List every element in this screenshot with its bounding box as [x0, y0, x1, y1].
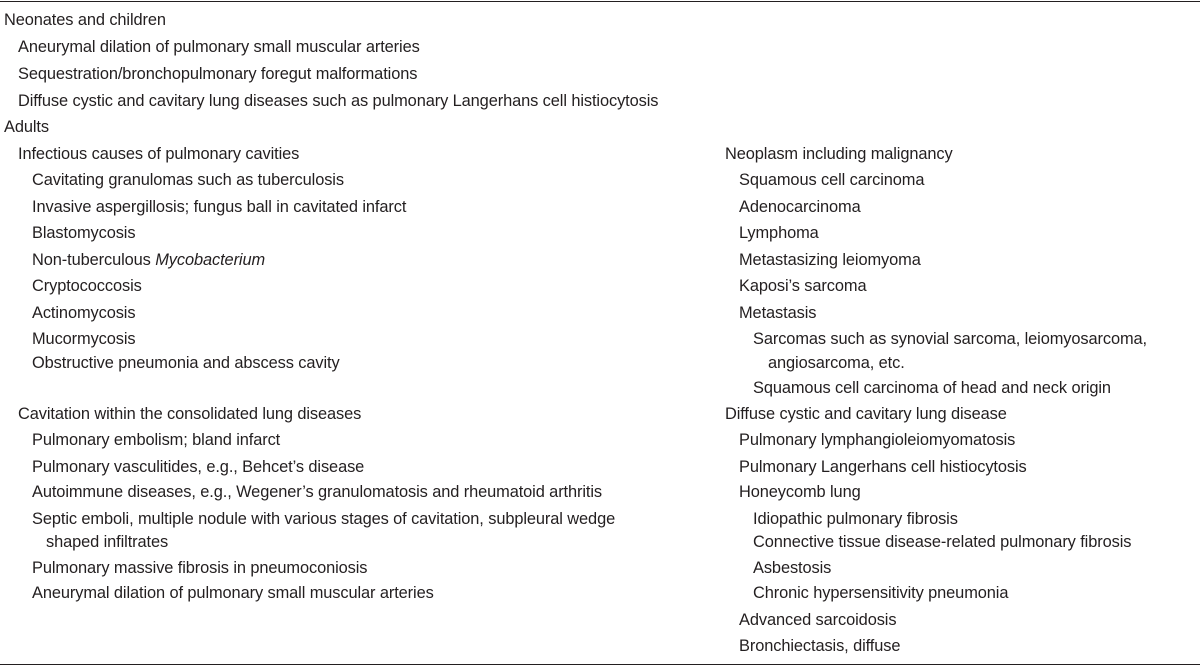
list-item: Kaposi’s sarcoma	[739, 277, 867, 295]
list-item: Metastasizing leiomyoma	[739, 251, 921, 269]
list-item: Asbestosis	[753, 559, 832, 577]
list-item-continuation: angiosarcoma, etc.	[768, 354, 905, 372]
list-item: Pulmonary embolism; bland infarct	[32, 431, 281, 449]
ntm-prefix: Non-tuberculous	[32, 251, 156, 269]
list-item: Cryptococcosis	[32, 277, 142, 295]
subsection-heading-neoplasm: Neoplasm including malignancy	[725, 145, 953, 163]
list-item-continuation: shaped infiltrates	[46, 533, 169, 551]
list-item: Connective tissue disease-related pulmonary fibrosis	[753, 533, 1132, 551]
list-item: Mucormycosis	[32, 330, 136, 348]
subsection-heading-diffuse: Diffuse cystic and cavitary lung disease	[725, 405, 1007, 423]
list-item: Honeycomb lung	[739, 483, 861, 501]
list-item: Bronchiectasis, diffuse	[739, 637, 901, 655]
section-heading-neonates: Neonates and children	[4, 11, 166, 29]
list-item: Lymphoma	[739, 224, 819, 242]
list-item: Obstructive pneumonia and abscess cavity	[32, 354, 340, 372]
subsection-heading-infectious: Infectious causes of pulmonary cavities	[18, 145, 300, 163]
list-item: Diffuse cystic and cavitary lung diseases such as pulmonary Langerhans cell histiocytosis	[18, 92, 659, 110]
subsection-heading-consolidated: Cavitation within the consolidated lung diseases	[18, 405, 362, 423]
list-item: Aneurymal dilation of pulmonary small muscular arteries	[18, 38, 420, 56]
list-item: Advanced sarcoidosis	[739, 611, 897, 629]
list-item: Squamous cell carcinoma	[739, 171, 925, 189]
list-item: Blastomycosis	[32, 224, 136, 242]
list-item: Idiopathic pulmonary fibrosis	[753, 510, 958, 528]
list-item-ntm	[32, 250, 265, 270]
list-item: Sequestration/bronchopulmonary foregut malformations	[18, 65, 418, 83]
list-item: Chronic hypersensitivity pneumonia	[753, 584, 1009, 602]
list-item: Pulmonary lymphangioleiomyomatosis	[739, 431, 1016, 449]
list-item: Squamous cell carcinoma of head and neck origin	[753, 379, 1111, 397]
list-item: Adenocarcinoma	[739, 198, 861, 216]
list-item: Aneurymal dilation of pulmonary small muscular arteries	[32, 584, 434, 602]
list-item: Metastasis	[739, 304, 817, 322]
list-item: Septic emboli, multiple nodule with various stages of cavitation, subpleural wedge	[32, 510, 616, 528]
table-top-rule	[0, 1, 1200, 2]
list-item: Autoimmune diseases, e.g., Wegener’s granulomatosis and rheumatoid arthritis	[32, 483, 603, 501]
list-item: Invasive aspergillosis; fungus ball in cavitated infarct	[32, 198, 407, 216]
list-item: Cavitating granulomas such as tuberculosis	[32, 171, 344, 189]
section-heading-adults: Adults	[4, 118, 49, 136]
list-item: Pulmonary massive fibrosis in pneumoconiosis	[32, 559, 368, 577]
table-bottom-rule	[0, 664, 1200, 665]
ntm-italic: Mycobacterium	[155, 251, 266, 269]
list-item: Actinomycosis	[32, 304, 136, 322]
list-item: Pulmonary Langerhans cell histiocytosis	[739, 458, 1027, 476]
list-item: Sarcomas such as synovial sarcoma, leiomyosarcoma,	[753, 330, 1147, 348]
list-item: Pulmonary vasculitides, e.g., Behcet’s disease	[32, 458, 365, 476]
